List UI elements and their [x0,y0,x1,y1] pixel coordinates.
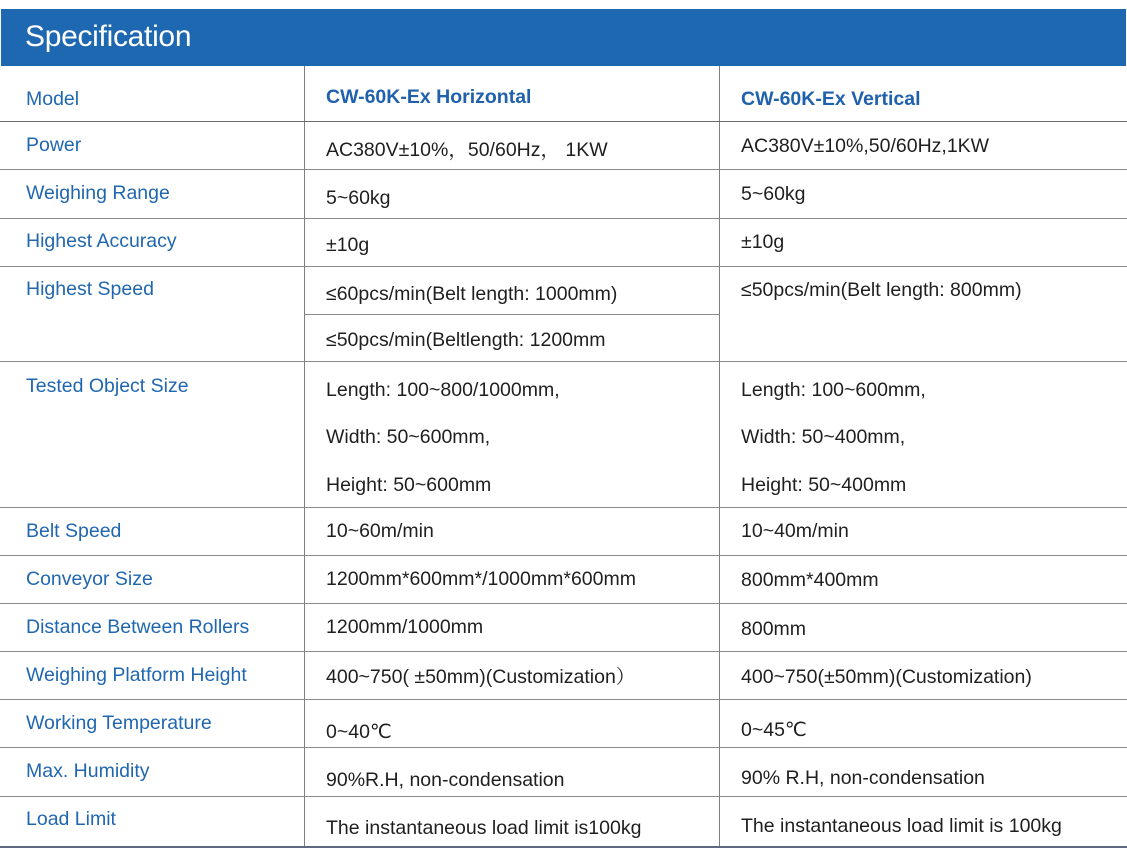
column-divider-left [304,66,305,846]
column-header-horizontal: CW-60K-Ex Horizontal [326,86,532,108]
row-divider [0,603,1127,604]
spec-value-vertical: Length: 100~600mm, [741,379,926,401]
spec-value-horizontal: Height: 50~600mm [326,474,492,496]
row-divider [0,361,1127,362]
spec-value-vertical: AC380V±10%,50/60Hz,1KW [741,135,990,157]
spec-value-vertical: Width: 50~400mm, [741,426,906,448]
spec-value-vertical: 800mm [741,618,807,640]
page-title: Specification [25,20,192,53]
spec-value-horizontal: ±10g [326,234,370,256]
spec-label-conveyor-size: Conveyor Size [26,568,153,590]
spec-value-vertical: ±10g [741,231,785,253]
row-divider [0,651,1127,652]
spec-value-vertical: 800mm*400mm [741,569,879,591]
spec-label-tested-object-size: Tested Object Size [26,375,189,397]
spec-value-horizontal: Length: 100~800/1000mm, [326,379,560,401]
spec-label-highest-accuracy: Highest Accuracy [26,230,177,252]
spec-label-belt-speed: Belt Speed [26,520,122,542]
model-label: Model [26,88,80,110]
row-divider [0,507,1127,508]
row-divider [0,121,1127,122]
spec-header-bar [1,9,1126,66]
spec-value-horizontal: AC380V±10%，50/60Hz， 1KW [326,139,608,161]
spec-label-highest-speed: Highest Speed [26,278,154,300]
row-divider [0,169,1127,170]
spec-value-horizontal: ≤60pcs/min(Belt length: 1000mm) [326,283,618,305]
spec-label-weighing-platform-height: Weighing Platform Height [26,664,247,686]
spec-value-horizontal: 0~40℃ [326,721,392,743]
column-header-vertical: CW-60K-Ex Vertical [741,88,921,110]
row-divider [0,699,1127,700]
spec-value-horizontal: The instantaneous load limit is100kg [326,817,642,839]
spec-label-working-temperature: Working Temperature [26,712,212,734]
spec-value-horizontal: Width: 50~600mm, [326,426,491,448]
spec-label-load-limit: Load Limit [26,808,116,830]
spec-value-horizontal: ≤50pcs/min(Beltlength: 1200mm [326,329,606,351]
spec-value-horizontal: 5~60kg [326,187,391,209]
sub-row-divider [304,314,720,315]
row-divider [0,218,1127,219]
row-divider [0,747,1127,748]
spec-value-horizontal: 400~750( ±50mm)(Customization） [326,666,636,688]
spec-value-vertical: 10~40m/min [741,520,849,542]
row-divider [0,796,1127,797]
column-divider-right [719,66,720,846]
spec-label-distance-between-rollers: Distance Between Rollers [26,616,250,638]
spec-value-vertical: 5~60kg [741,183,806,205]
table-bottom-border [0,846,1127,848]
spec-value-vertical: 400~750(±50mm)(Customization) [741,666,1032,688]
spec-label-weighing-range: Weighing Range [26,182,170,204]
spec-value-vertical: 0~45℃ [741,719,807,741]
spec-label-power: Power [26,134,82,156]
spec-value-horizontal: 1200mm/1000mm [326,616,484,638]
spec-value-vertical: ≤50pcs/min(Belt length: 800mm) [741,279,1022,301]
spec-value-vertical: Height: 50~400mm [741,474,907,496]
spec-label-max-humidity: Max. Humidity [26,760,150,782]
spec-value-horizontal: 1200mm*600mm*/1000mm*600mm [326,568,636,590]
spec-value-vertical: 90% R.H, non-condensation [741,767,985,789]
row-divider [0,555,1127,556]
row-divider [0,266,1127,267]
spec-value-vertical: The instantaneous load limit is 100kg [741,815,1062,837]
spec-value-horizontal: 10~60m/min [326,520,434,542]
spec-value-horizontal: 90%R.H, non-condensation [326,769,565,791]
